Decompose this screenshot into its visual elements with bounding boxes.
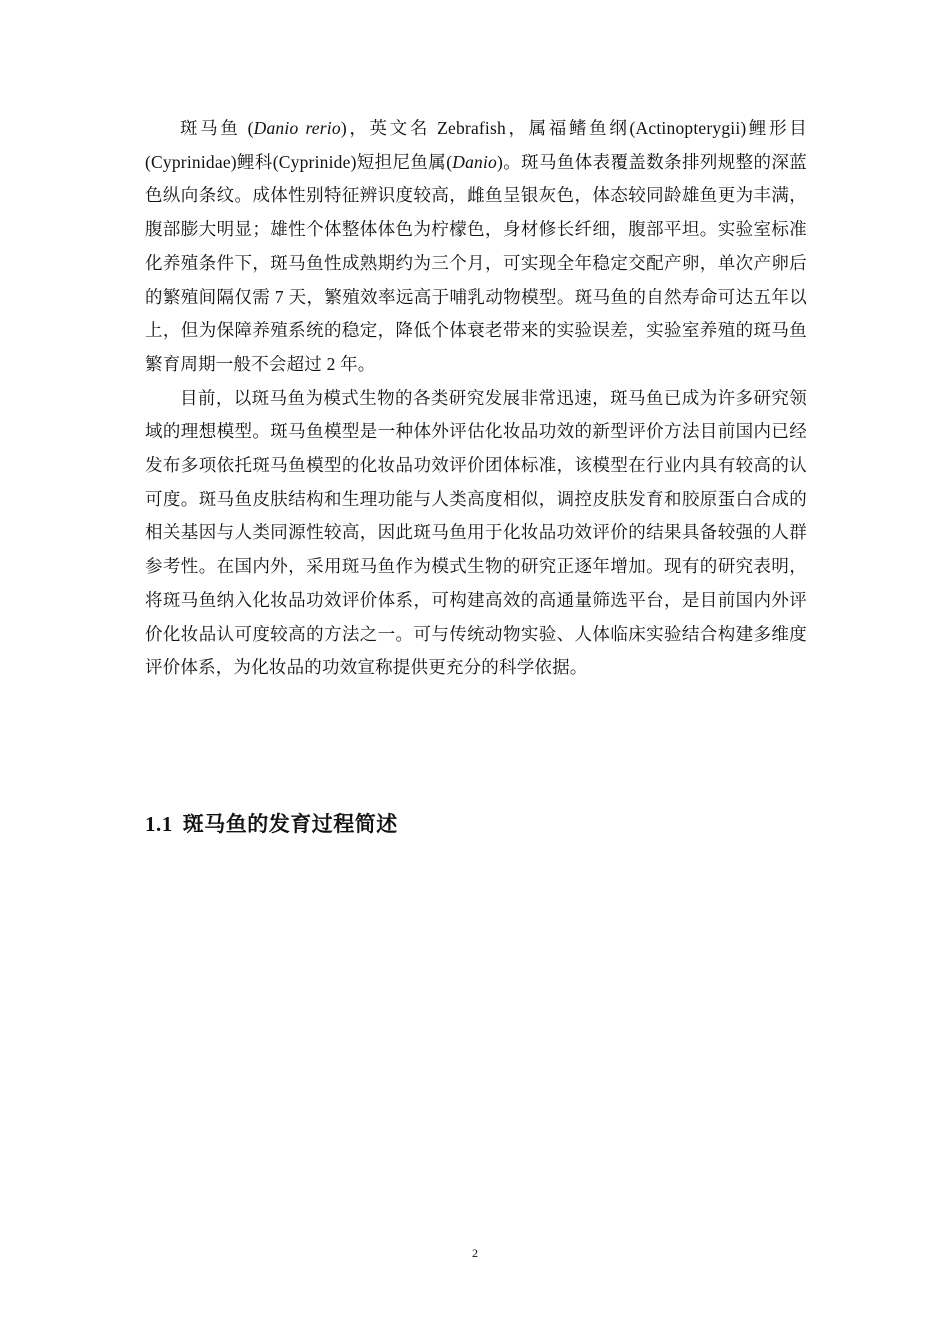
section-title: 斑马鱼的发育过程简述 <box>182 812 398 836</box>
page-number: 2 <box>472 1246 478 1260</box>
section-heading <box>145 808 398 838</box>
para1-genus-name: Danio <box>452 151 497 172</box>
body-text <box>145 112 807 685</box>
para1-text-1: 斑马鱼 ( <box>180 118 254 138</box>
para1-text-3: )。斑马鱼体表覆盖数条排列规整的深蓝色纵向条纹。成体性别特征辨识度较高，雌鱼呈银灰色，体态较同龄雄鱼更为丰满，腹部膨大明显；雄性个体整体体色为柠檬色，身材修长纤细，腹部平坦。实验室标准化养殖条件下，斑马鱼性成熟期约为三个月，可实现全年稳定交配产卵，单次产卵后的繁殖间隔仅需 7 天，繁殖效率远高于哺乳动物模型。斑马鱼的自然寿命可达五年以上，但为保障养殖系统的稳定，降低个体衰老带来的实验误差，实验室养殖的斑马鱼繁育周期一般不会超过 2 年。 <box>145 151 807 374</box>
para1-text-2: )，英文名 Zebrafish，属福鳍鱼纲(Actinopterygii)鲤形目(Cyprinidae)鲤科(Cyprinide)短担尼鱼属( <box>145 118 807 172</box>
paragraph-2 <box>145 382 807 685</box>
para1-species-name: Danio rerio <box>253 118 341 138</box>
para2-text: 目前，以斑马鱼为模式生物的各类研究发展非常迅速，斑马鱼已成为许多研究领域的理想模型。斑马鱼模型是一种体外评估化妆品功效的新型评价方法目前国内已经发布多项依托斑马鱼模型的化妆品功效评价团体标准，该模型在行业内具有较高的认可度。斑马鱼皮肤结构和生理功能与人类高度相似，调控皮肤发育和胶原蛋白合成的相关基因与人类同源性较高，因此斑马鱼用于化妆品功效评价的结果具备较强的人群参考性。在国内外，采用斑马鱼作为模式生物的研究正逐年增加。现有的研究表明，将斑马鱼纳入化妆品功效评价体系，可构建高效的高通量筛选平台，是目前国内外评价化妆品认可度较高的方法之一。可与传统动物实验、人体临床实验结合构建多维度评价体系，为化妆品的功效宣称提供更充分的科学依据。 <box>145 387 807 678</box>
section-number: 1.1 <box>145 812 173 836</box>
paragraph-1 <box>145 112 807 382</box>
